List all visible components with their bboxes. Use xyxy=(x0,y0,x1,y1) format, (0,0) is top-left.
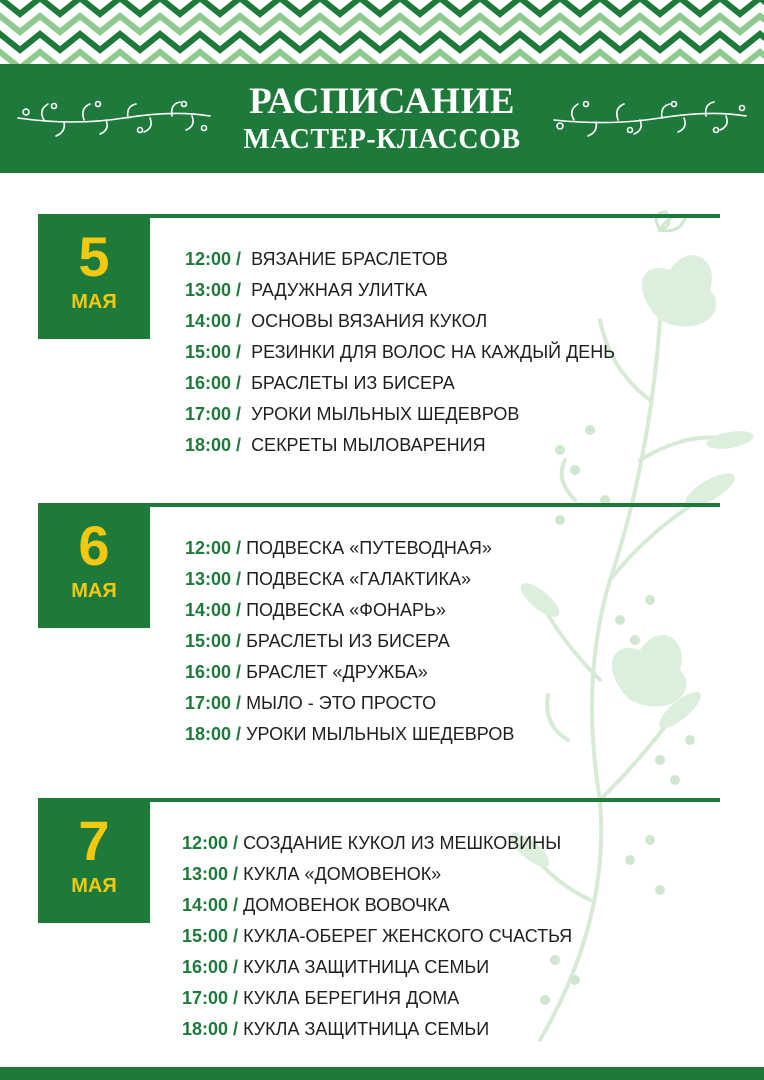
page-title: РАСПИСАНИЕ xyxy=(249,81,515,122)
schedule-list xyxy=(185,244,615,461)
item-title: БРАСЛЕТЫ ИЗ БИСЕРА xyxy=(251,373,455,393)
schedule-item xyxy=(185,275,615,306)
item-time: 15:00 / xyxy=(185,631,242,651)
item-time: 17:00 / xyxy=(185,693,242,713)
item-time: 14:00 / xyxy=(185,311,242,331)
item-title: КУКЛА ЗАЩИТНИЦА СЕМЬИ xyxy=(243,957,490,977)
schedule-item xyxy=(182,952,572,983)
schedule-item xyxy=(185,306,615,337)
date-box xyxy=(38,798,150,923)
schedule-list xyxy=(182,828,572,1045)
item-time: 13:00 / xyxy=(185,280,242,300)
item-title: ПОДВЕСКА «ФОНАРЬ» xyxy=(246,600,446,620)
schedule-item xyxy=(182,828,572,859)
schedule-item xyxy=(185,533,514,564)
item-time: 14:00 / xyxy=(185,600,242,620)
schedule-item xyxy=(185,430,615,461)
schedule-list xyxy=(185,533,514,750)
item-time: 18:00 / xyxy=(185,724,242,744)
schedule-item xyxy=(182,921,572,952)
item-time: 16:00 / xyxy=(185,373,242,393)
schedule-item xyxy=(185,368,615,399)
item-title: ОСНОВЫ ВЯЗАНИЯ КУКОЛ xyxy=(251,311,488,331)
item-time: 17:00 / xyxy=(185,404,242,424)
item-time: 18:00 / xyxy=(182,1019,239,1039)
schedule-item xyxy=(185,626,514,657)
chevron-pattern xyxy=(0,0,764,64)
leaf-branch-ornament-left xyxy=(14,96,214,140)
item-time: 18:00 / xyxy=(185,435,242,455)
schedule-item xyxy=(185,564,514,595)
page-subtitle: МАСТЕР-КЛАССОВ xyxy=(243,124,521,155)
date-month: МАЯ xyxy=(71,580,117,602)
item-time: 16:00 / xyxy=(185,662,242,682)
item-title: ПОДВЕСКА «ПУТЕВОДНАЯ» xyxy=(246,538,492,558)
item-title: БРАСЛЕТ «ДРУЖБА» xyxy=(246,662,428,682)
item-time: 17:00 / xyxy=(182,988,239,1008)
leaf-branch-ornament-right xyxy=(550,96,750,140)
schedule-item xyxy=(185,688,514,719)
schedule-item xyxy=(185,399,615,430)
date-box xyxy=(38,214,150,339)
schedule-item xyxy=(185,657,514,688)
bottom-bar xyxy=(0,1067,764,1080)
schedule-item xyxy=(182,1014,572,1045)
item-title: РЕЗИНКИ ДЛЯ ВОЛОС НА КАЖДЫЙ ДЕНЬ xyxy=(251,342,616,362)
item-title: СОЗДАНИЕ КУКОЛ ИЗ МЕШКОВИНЫ xyxy=(243,833,562,853)
item-title: КУКЛА БЕРЕГИНЯ ДОМА xyxy=(243,988,460,1008)
item-time: 14:00 / xyxy=(182,895,239,915)
section-divider xyxy=(150,214,720,218)
item-title: УРОКИ МЫЛЬНЫХ ШЕДЕВРОВ xyxy=(246,724,515,744)
item-title: КУКЛА ЗАЩИТНИЦА СЕМЬИ xyxy=(243,1019,490,1039)
schedule-item xyxy=(185,337,615,368)
date-number: 6 xyxy=(78,514,110,577)
date-number: 5 xyxy=(78,225,110,288)
schedule-item xyxy=(185,595,514,626)
item-title: СЕКРЕТЫ МЫЛОВАРЕНИЯ xyxy=(251,435,486,455)
date-box xyxy=(38,503,150,628)
date-month: МАЯ xyxy=(71,875,117,897)
item-time: 15:00 / xyxy=(182,926,239,946)
item-time: 12:00 / xyxy=(182,833,239,853)
item-title: БРАСЛЕТЫ ИЗ БИСЕРА xyxy=(246,631,450,651)
item-time: 12:00 / xyxy=(185,249,242,269)
schedule-item xyxy=(182,890,572,921)
schedule-item xyxy=(182,983,572,1014)
date-number: 7 xyxy=(78,809,110,872)
item-title: ВЯЗАНИЕ БРАСЛЕТОВ xyxy=(251,249,448,269)
schedule-item xyxy=(185,719,514,750)
schedule-item xyxy=(185,244,615,275)
item-title: УРОКИ МЫЛЬНЫХ ШЕДЕВРОВ xyxy=(251,404,520,424)
item-time: 13:00 / xyxy=(185,569,242,589)
item-time: 15:00 / xyxy=(185,342,242,362)
item-title: КУКЛА «ДОМОВЕНОК» xyxy=(243,864,442,884)
item-title: ПОДВЕСКА «ГАЛАКТИКА» xyxy=(246,569,471,589)
item-time: 12:00 / xyxy=(185,538,242,558)
item-title: РАДУЖНАЯ УЛИТКА xyxy=(251,280,427,300)
item-title: МЫЛО - ЭТО ПРОСТО xyxy=(246,693,437,713)
date-month: МАЯ xyxy=(71,291,117,313)
schedule-item xyxy=(182,859,572,890)
item-time: 16:00 / xyxy=(182,957,239,977)
section-divider xyxy=(150,798,720,802)
item-title: ДОМОВЕНОК ВОВОЧКА xyxy=(243,895,450,915)
item-time: 13:00 / xyxy=(182,864,239,884)
section-divider xyxy=(150,503,720,507)
item-title: КУКЛА-ОБЕРЕГ ЖЕНСКОГО СЧАСТЬЯ xyxy=(243,926,573,946)
